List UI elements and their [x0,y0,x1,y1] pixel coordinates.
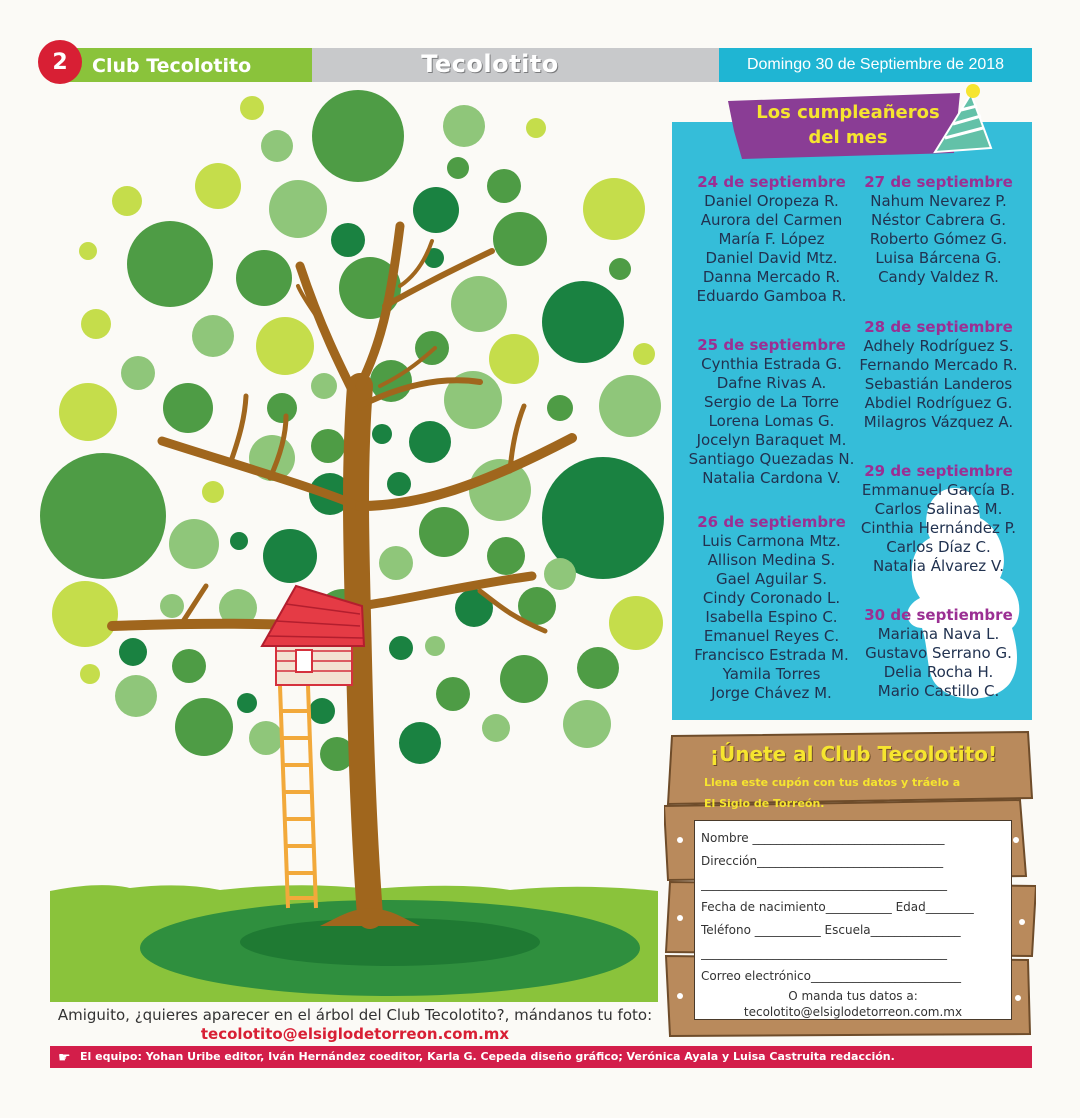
birthday-date: 30 de septiembre [864,606,1013,624]
birthday-name: Cindy Coronado L. [702,589,841,607]
birthday-date: 28 de septiembre [864,318,1013,336]
birthday-name: Natalia Cardona V. [702,469,841,487]
birthday-name: Allison Medina S. [707,551,836,569]
birthday-group-24 [684,172,859,306]
birthday-name: Luisa Bárcena G. [875,249,1002,267]
birthday-name: Abdiel Rodríguez G. [864,394,1013,412]
birthday-name: Carlos Díaz C. [886,538,991,556]
birthday-name: Cynthia Estrada G. [701,355,842,373]
birthday-name: Santiago Quezadas N. [688,450,855,468]
direccion-line-2[interactable]: _________________________________________ [701,877,947,891]
coupon-email[interactable]: tecolotito@elsiglodetorreon.com.mx [743,1005,963,1019]
blank-line[interactable]: _________________________________________ [701,946,947,960]
caption-email[interactable]: tecolotito@elsiglodetorreon.com.mx [200,1025,510,1043]
birthday-name: Mariana Nava L. [877,625,1000,643]
credits-footer: El equipo: Yohan Uribe editor, Iván Hernández coeditor, Karla G. Cepeda diseño gráfico; Verónica Ayala y Luisa Castruita redacción. [50,1046,1032,1068]
issue-date: Domingo 30 de Septiembre de 2018 [746,56,1005,73]
birthday-name: Sebastián Landeros [864,375,1013,393]
birthday-name: Aurora del Carmen [700,211,843,229]
section-title: Club Tecolotito [92,55,252,77]
birthday-date: 27 de septiembre [864,173,1013,191]
birthday-name: Mario Castillo C. [877,682,1000,700]
birthday-name: Carlos Salinas M. [874,500,1003,518]
correo-field[interactable]: Correo electrónico_________________________ [701,969,961,983]
caption-text: Amiguito, ¿quieres aparecer en el árbol del Club Tecolotito?, mándanos tu foto: [57,1006,653,1024]
birthday-name: Eduardo Gamboa R. [696,287,847,305]
birthday-name: Emmanuel García B. [861,481,1016,499]
tree-illustration [40,86,668,1006]
coupon-form [694,820,1012,1020]
birthday-name: Fernando Mercado R. [859,356,1018,374]
birthday-date: 26 de septiembre [697,513,846,531]
birthday-name: Jorge Chávez M. [711,684,832,702]
coupon-subtitle: Llena este cupón con tus datos y tráelo a El Siglo de Torreón. [704,776,961,810]
birthday-name: Gustavo Serrano G. [865,644,1012,662]
birthday-name: Roberto Gómez G. [869,230,1008,248]
coupon-title: ¡Únete al Club Tecolotito! [709,742,998,766]
birthday-name: Francisco Estrada M. [694,646,849,664]
birthday-group-26 [684,512,859,703]
birthday-name: Néstor Cabrera G. [870,211,1007,229]
birthday-name: Cinthia Hernández P. [860,519,1017,537]
party-hat-icon [925,82,997,162]
birthday-name: Daniel David Mtz. [705,249,838,267]
birthday-name: Jocelyn Baraquet M. [696,431,847,449]
birthday-name: Daniel Oropeza R. [704,192,839,210]
telefono-escuela-field[interactable]: Teléfono ___________ Escuela_______________ [701,923,961,937]
birthday-date: 24 de septiembre [697,173,846,191]
birthday-name: Gael Aguilar S. [715,570,828,588]
pointing-hand-icon: ☛ [58,1049,71,1065]
birthday-name: Adhely Rodríguez S. [863,337,1014,355]
birthday-name: Isabella Espino C. [705,608,838,626]
tecolotito-logo: Tecolotito [421,50,559,78]
nombre-field[interactable]: Nombre ________________________________ [701,831,945,845]
birthdays-title: Los cumpleañeros del mes [756,102,940,148]
birthday-group-30 [851,605,1026,701]
coupon-note: O manda tus datos a: [788,989,918,1003]
direccion-field[interactable]: Dirección_______________________________ [701,854,944,868]
birthday-name: Lorena Lomas G. [708,412,835,430]
birthday-date: 25 de septiembre [697,336,846,354]
tree-caption [50,1006,660,1043]
birthday-name: Danna Mercado R. [702,268,841,286]
birthday-name: Nahum Nevarez P. [870,192,1007,210]
birthday-name: Delia Rocha H. [883,663,994,681]
birthday-name: Candy Valdez R. [878,268,999,286]
birthday-group-28 [851,317,1026,432]
birthday-date: 29 de septiembre [864,462,1013,480]
page-number-badge: 2 [38,40,82,84]
fecha-edad-field[interactable]: Fecha de nacimiento___________ Edad________ [701,900,974,914]
birthday-name: Yamila Torres [722,665,821,683]
birthday-name: Dafne Rivas A. [716,374,827,392]
birthday-name: Sergio de La Torre [704,393,839,411]
birthday-group-27 [851,172,1026,287]
birthday-group-29 [851,461,1026,576]
birthday-name: María F. López [718,230,825,248]
ladder [280,686,316,908]
birthday-name: Natalia Álvarez V. [872,557,1005,575]
birthday-group-25 [684,335,859,488]
birthday-name: Milagros Vázquez A. [863,413,1014,431]
birthday-name: Emanuel Reyes C. [703,627,840,645]
birthday-name: Luis Carmona Mtz. [702,532,841,550]
